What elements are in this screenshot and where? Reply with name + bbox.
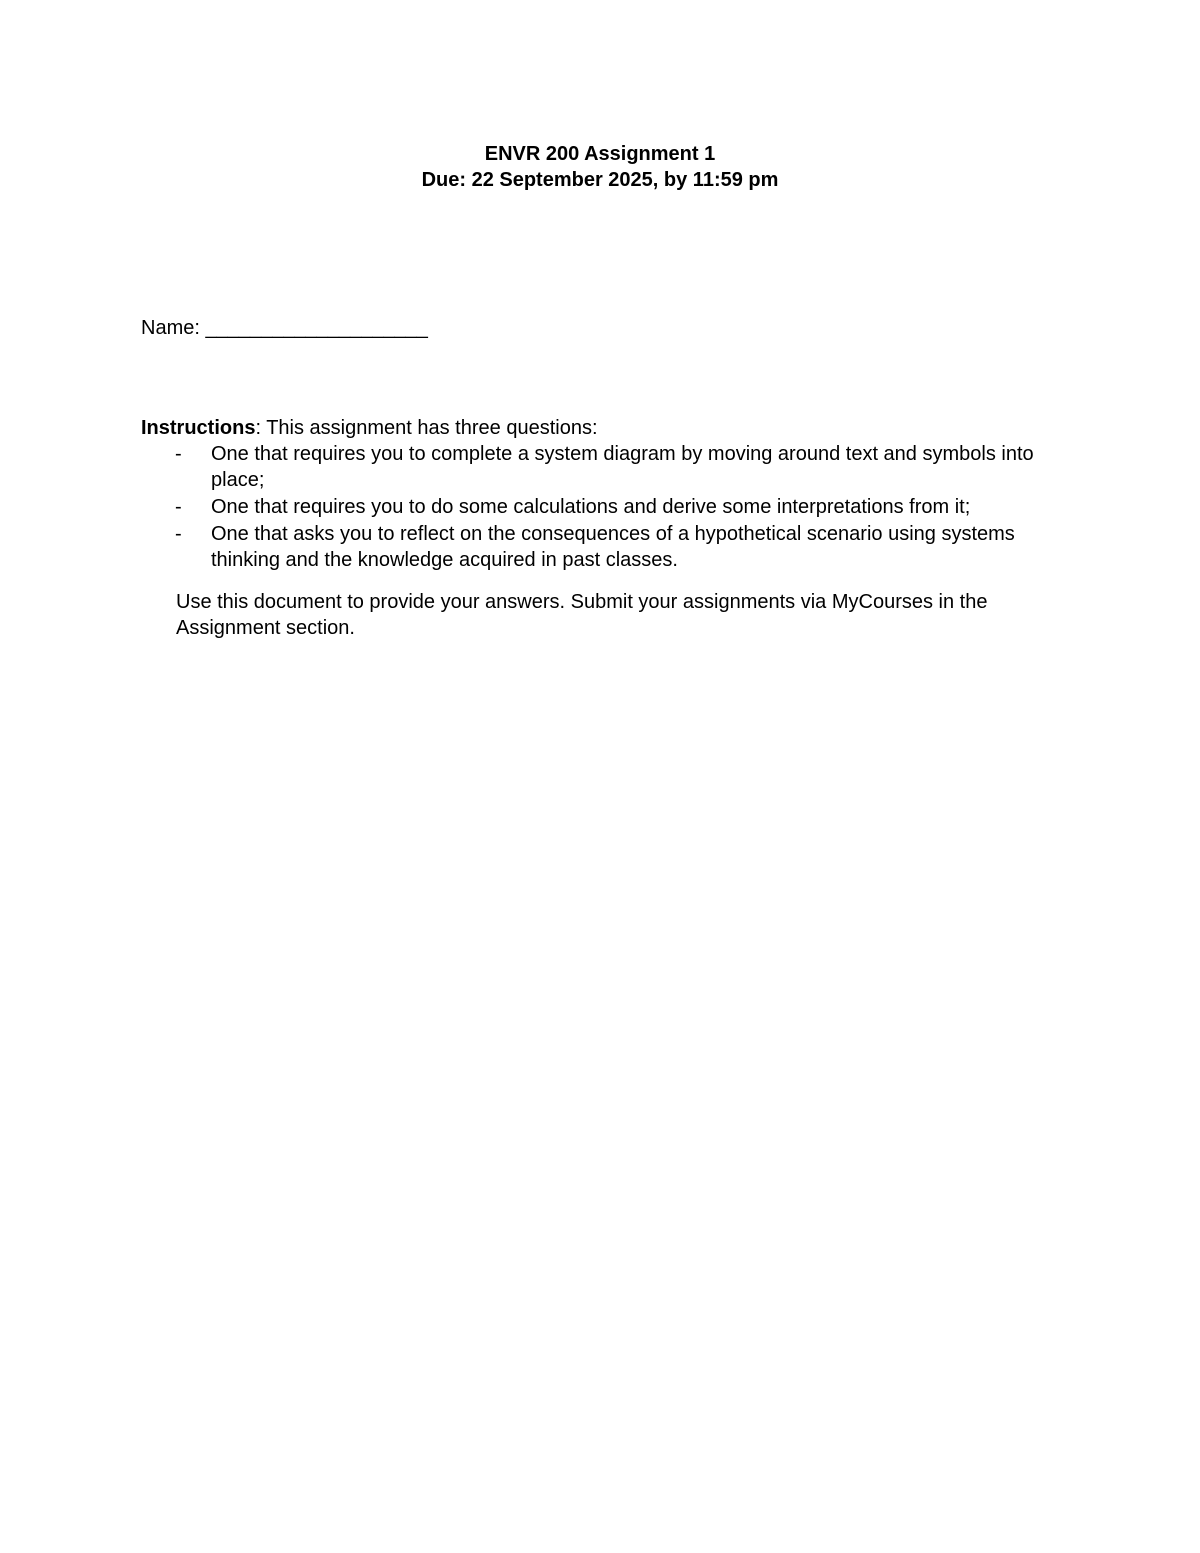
name-blank: ____________________ (205, 317, 428, 339)
name-field (141, 315, 428, 341)
bullet-dash: - (175, 443, 182, 465)
instructions-label: Instructions (141, 417, 256, 439)
name-label: Name: (141, 317, 200, 339)
list-item-text: One that requires you to do some calculations and derive some interpretations from it; (211, 496, 971, 518)
list-item (141, 494, 1071, 520)
list-item-text: One that asks you to reflect on the consequences of a hypothetical scenario using systems thinking and the knowledge acquired in past classes. (211, 523, 1015, 571)
instructions-section (141, 415, 1071, 641)
instructions-intro-text: : This assignment has three questions: (255, 417, 598, 439)
list-item (141, 441, 1071, 493)
question-list (141, 441, 1071, 573)
bullet-dash: - (175, 496, 182, 518)
submission-note: Use this document to provide your answers. Submit your assignments via MyCourses in the Assignment section. (176, 591, 988, 639)
bullet-dash: - (175, 523, 182, 545)
instructions-intro (141, 415, 1071, 441)
list-item-text: One that requires you to complete a system diagram by moving around text and symbols into place; (211, 443, 1034, 491)
document-header (0, 141, 1200, 193)
assignment-title: ENVR 200 Assignment 1 (484, 143, 716, 165)
due-date: Due: 22 September 2025, by 11:59 pm (421, 169, 779, 191)
list-item (141, 521, 1071, 573)
